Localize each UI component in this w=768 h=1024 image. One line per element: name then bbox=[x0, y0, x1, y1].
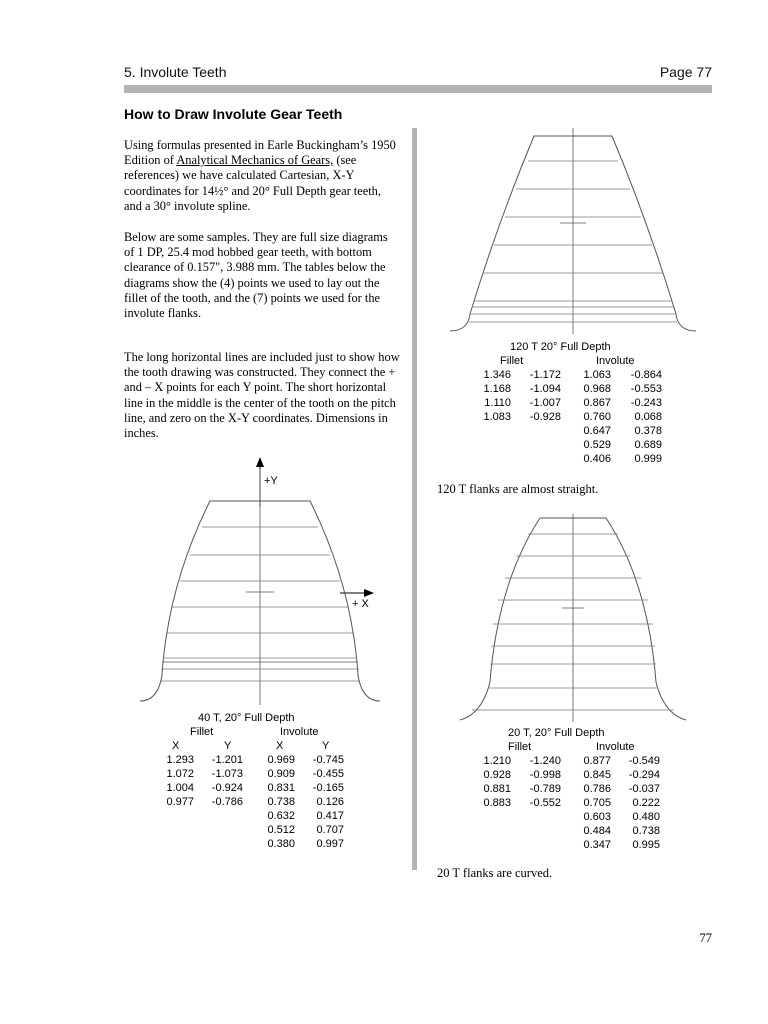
y-axis-label: +Y bbox=[264, 475, 278, 487]
involute-y-cell: -0.165 bbox=[312, 782, 344, 794]
fillet-x-cell: 0.928 bbox=[483, 769, 511, 781]
involute-x-cell: 0.738 bbox=[267, 796, 295, 808]
fillet-y-cell: -0.928 bbox=[529, 411, 561, 423]
intro-paragraph-1 bbox=[124, 138, 400, 214]
tooth-diagram-20t bbox=[458, 512, 688, 724]
fillet-y-cell: -1.172 bbox=[529, 369, 561, 381]
involute-x-cell: 0.380 bbox=[267, 838, 295, 850]
table-40t-y-header-2: Y bbox=[322, 740, 330, 752]
involute-x-cell: 0.877 bbox=[583, 755, 611, 767]
involute-x-cell: 0.647 bbox=[583, 425, 611, 437]
involute-x-cell: 0.845 bbox=[583, 769, 611, 781]
involute-x-cell: 0.632 bbox=[267, 810, 295, 822]
involute-x-cell: 0.909 bbox=[267, 768, 295, 780]
intro-p3: The long horizontal lines are included just to show how the tooth drawing was constructed. They connect the + and – X points for each Y point. The short horizontal line in the middle is the center of the tooth on the pitch line, and zero on the X-Y coordinates. Dimensions in inches. bbox=[124, 350, 400, 441]
involute-y-cell: 0.997 bbox=[316, 838, 344, 850]
involute-y-cell: 0.689 bbox=[634, 439, 662, 451]
table-40t-x-header: X bbox=[172, 740, 180, 752]
involute-x-cell: 0.831 bbox=[267, 782, 295, 794]
fillet-x-cell: 1.004 bbox=[166, 782, 194, 794]
section-header: 5. Involute Teeth bbox=[124, 64, 227, 80]
intro-paragraph-3 bbox=[124, 350, 400, 441]
table-20t-title: 20 T, 20° Full Depth bbox=[508, 727, 605, 739]
table-20t-involute-label: Involute bbox=[596, 741, 635, 753]
fillet-x-cell: 1.083 bbox=[483, 411, 511, 423]
table-40t-x-header-2: X bbox=[276, 740, 284, 752]
table-40t-involute-label: Involute bbox=[280, 726, 319, 738]
fillet-x-cell: 0.977 bbox=[166, 796, 194, 808]
involute-x-cell: 0.529 bbox=[583, 439, 611, 451]
intro-p1-after: (see references) we have calculated Cartesian, X-Y coordinates for 14½° and 20° Full Depth gear teeth, and a 30° involute spline. bbox=[124, 153, 381, 213]
fillet-x-cell: 1.110 bbox=[484, 397, 511, 409]
fillet-x-cell: 1.168 bbox=[483, 383, 511, 395]
involute-x-cell: 0.484 bbox=[583, 825, 611, 837]
involute-y-cell: 0.480 bbox=[632, 811, 660, 823]
table-120t-involute-label: Involute bbox=[596, 355, 635, 367]
fillet-x-cell: 1.210 bbox=[483, 755, 511, 767]
involute-y-cell: 0.417 bbox=[316, 810, 344, 822]
involute-y-cell: -0.745 bbox=[312, 754, 344, 766]
fillet-y-cell: -1.007 bbox=[529, 397, 561, 409]
fillet-y-cell: -1.073 bbox=[211, 768, 243, 780]
fillet-y-cell: -1.240 bbox=[529, 755, 561, 767]
table-120t-title: 120 T 20° Full Depth bbox=[510, 341, 611, 353]
involute-x-cell: 0.347 bbox=[583, 839, 611, 851]
involute-y-cell: -0.864 bbox=[630, 369, 662, 381]
involute-y-cell: 0.707 bbox=[316, 824, 344, 836]
fillet-y-cell: -0.789 bbox=[529, 783, 561, 795]
involute-y-cell: -0.455 bbox=[312, 768, 344, 780]
page-title: How to Draw Involute Gear Teeth bbox=[124, 106, 343, 122]
involute-x-cell: 1.063 bbox=[583, 369, 611, 381]
involute-y-cell: 0.738 bbox=[632, 825, 660, 837]
involute-y-cell: -0.294 bbox=[628, 769, 660, 781]
involute-x-cell: 0.760 bbox=[583, 411, 611, 423]
tooth-diagram-40t bbox=[140, 455, 400, 715]
x-arrow-icon bbox=[364, 589, 374, 597]
involute-y-cell: -0.037 bbox=[628, 783, 660, 795]
involute-y-cell: -0.243 bbox=[630, 397, 662, 409]
table-40t bbox=[150, 711, 400, 861]
table-120t-fillet-label: Fillet bbox=[500, 355, 524, 367]
involute-x-cell: 0.969 bbox=[267, 754, 295, 766]
table-40t-title: 40 T, 20° Full Depth bbox=[198, 712, 295, 724]
intro-p2: Below are some samples. They are full size diagrams of 1 DP, 25.4 mod hobbed gear teeth, with bottom clearance of 0.157", 3.988 mm. The tables below the diagrams show the (4) points we used to lay out the fillet of the tooth, and the (7) points we used for the involute flanks. bbox=[124, 230, 388, 321]
involute-y-cell: 0.378 bbox=[634, 425, 662, 437]
book-title-link: Analytical Mechanics of Gears, bbox=[176, 153, 334, 168]
involute-y-cell: 0.126 bbox=[316, 796, 344, 808]
involute-y-cell: -0.549 bbox=[628, 755, 660, 767]
fillet-x-cell: 1.293 bbox=[166, 754, 194, 766]
involute-y-cell: 0.995 bbox=[632, 839, 660, 851]
fillet-y-cell: -0.786 bbox=[211, 796, 243, 808]
involute-x-cell: 0.603 bbox=[583, 811, 611, 823]
table-20t bbox=[470, 726, 700, 856]
table-20t-fillet-label: Fillet bbox=[508, 741, 532, 753]
fillet-x-cell: 1.072 bbox=[166, 768, 194, 780]
intro-paragraph-2 bbox=[124, 230, 400, 321]
x-axis-label: + X bbox=[352, 598, 369, 610]
involute-y-cell: -0.553 bbox=[630, 383, 662, 395]
table-40t-fillet-label: Fillet bbox=[190, 726, 214, 738]
involute-x-cell: 0.512 bbox=[267, 824, 295, 836]
fillet-x-cell: 1.346 bbox=[483, 369, 511, 381]
involute-x-cell: 0.968 bbox=[583, 383, 611, 395]
intro-p1-before: Using formulas presented in Earle Buckingham’s 1950 Edition of bbox=[124, 138, 396, 168]
involute-x-cell: 0.406 bbox=[583, 453, 611, 465]
y-arrow-icon bbox=[256, 457, 264, 467]
fillet-x-cell: 0.881 bbox=[483, 783, 511, 795]
fillet-y-cell: -1.094 bbox=[529, 383, 561, 395]
column-divider bbox=[412, 128, 417, 870]
fillet-y-cell: -1.201 bbox=[211, 754, 243, 766]
involute-x-cell: 0.705 bbox=[583, 797, 611, 809]
fillet-x-cell: 0.883 bbox=[483, 797, 511, 809]
involute-x-cell: 0.786 bbox=[583, 783, 611, 795]
fillet-y-cell: -0.552 bbox=[529, 797, 561, 809]
involute-y-cell: 0.068 bbox=[634, 411, 662, 423]
page-label: Page 77 bbox=[659, 64, 712, 80]
table-40t-y-header: Y bbox=[224, 740, 232, 752]
header-rule bbox=[124, 85, 712, 93]
involute-y-cell: 0.999 bbox=[634, 453, 662, 465]
involute-x-cell: 0.867 bbox=[583, 397, 611, 409]
caption-20t: 20 T flanks are curved. bbox=[437, 866, 553, 880]
fillet-y-cell: -0.998 bbox=[529, 769, 561, 781]
table-120t bbox=[470, 340, 700, 470]
fillet-y-cell: -0.924 bbox=[211, 782, 243, 794]
tooth-diagram-120t bbox=[448, 126, 698, 336]
involute-y-cell: 0.222 bbox=[632, 797, 660, 809]
caption-120t: 120 T flanks are almost straight. bbox=[437, 482, 599, 496]
page-number: 77 bbox=[699, 931, 712, 945]
